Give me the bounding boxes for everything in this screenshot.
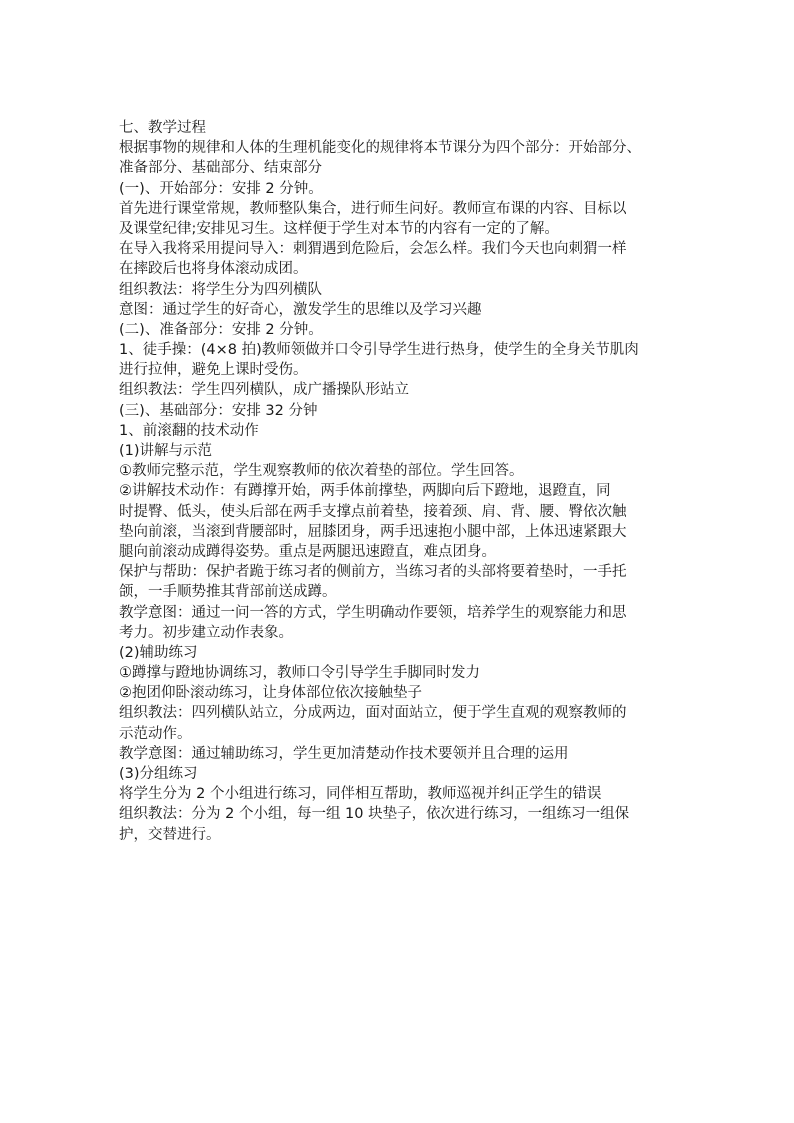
text-line: 时提臀、低头，使头后部在两手支撑点前着垫，接着颈、肩、背、腰、臀依次触 bbox=[119, 503, 627, 520]
text-line: 将学生分为 2 个小组进行练习，同伴相互帮助，教师巡视并纠正学生的错误 bbox=[119, 786, 602, 803]
text-line: 1、前滚翻的技术动作 bbox=[119, 422, 259, 439]
text-line: 垫向前滚，当滚到背腰部时，屈膝团身，两手迅速抱小腿中部，上体迅速紧跟大 bbox=[119, 523, 627, 540]
text-line: ②讲解技术动作：有蹲撑开始，两手体前撑垫，两脚向后下蹬地，退蹬直，同 bbox=[119, 483, 611, 500]
text-line: ①教师完整示范，学生观察教师的依次着垫的部位。学生回答。 bbox=[119, 463, 524, 480]
text-line: 组织教法：分为 2 个小组，每一组 10 块垫子，依次进行练习，一组练习一组保 bbox=[119, 806, 630, 823]
text-line: 护，交替进行。 bbox=[119, 826, 221, 843]
text-line: 首先进行课堂常规，教师整队集合，进行师生问好。教师宣布课的内容、目标以 bbox=[119, 200, 627, 217]
section-heading: 七、教学过程 bbox=[119, 120, 206, 136]
text-line: 在导入我将采用提问导入：刺猬遇到危险后，会怎么样。我们今天也向刺猬一样 bbox=[119, 241, 627, 258]
text-line: 颌，一手顺势推其背部前送成蹲。 bbox=[119, 584, 337, 601]
text-line: 1、徒手操：(4×8 拍)教师领做并口令引导学生进行热身，使学生的全身关节肌肉 bbox=[119, 342, 639, 359]
text-line: 保护与帮助：保护者跪于练习者的侧前方，当练习者的头部将要着垫时，一手托 bbox=[119, 564, 627, 581]
text-line: (3)分组练习 bbox=[119, 766, 198, 782]
text-line: (1)讲解与示范 bbox=[119, 443, 213, 459]
text-line: 教学意图：通过辅助练习，学生更加清楚动作技术要领并且合理的运用 bbox=[119, 745, 569, 762]
subsection-heading: (二)、准备部分：安排 2 分钟。 bbox=[119, 321, 323, 338]
subsection-heading: (一)、开始部分：安排 2 分钟。 bbox=[119, 180, 323, 197]
text-line: 组织教法：四列横队站立，分成两边，面对面站立，便于学生直观的观察教师的 bbox=[119, 705, 627, 722]
text-line: 及课堂纪律;安排见习生。这样便于学生对本节的内容有一定的了解。 bbox=[119, 220, 559, 237]
subsection-heading: (三)、基础部分：安排 32 分钟 bbox=[119, 402, 318, 419]
text-line: 根据事物的规律和人体的生理机能变化的规律将本节课分为四个部分：开始部分、 bbox=[119, 140, 641, 157]
text-line: 准备部分、基础部分、结束部分 bbox=[119, 160, 322, 177]
text-line: ②抱团仰卧滚动练习，让身体部位依次接触垫子 bbox=[119, 685, 422, 702]
text-line: 组织教法：学生四列横队，成广播操队形站立 bbox=[119, 382, 409, 399]
text-line: ①蹲撑与蹬地协调练习，教师口令引导学生手脚同时发力 bbox=[119, 665, 480, 682]
text-line: 在摔跤后也将身体滚动成团。 bbox=[119, 261, 308, 278]
text-line: 组织教法：将学生分为四列横队 bbox=[119, 281, 322, 298]
text-line: (2)辅助练习 bbox=[119, 644, 198, 661]
text-line: 考力。初步建立动作表象。 bbox=[119, 624, 293, 641]
text-line: 进行拉伸，避免上课时受伤。 bbox=[119, 362, 308, 379]
text-line: 腿向前滚动成蹲得姿势。重点是两腿迅速蹬直，难点团身。 bbox=[119, 543, 496, 560]
text-line: 意图：通过学生的好奇心，激发学生的思维以及学习兴趣 bbox=[119, 301, 482, 318]
text-line: 教学意图：通过一问一答的方式，学生明确动作要领，培养学生的观察能力和思 bbox=[119, 604, 627, 621]
text-line: 示范动作。 bbox=[119, 725, 192, 742]
document-body bbox=[119, 118, 699, 845]
